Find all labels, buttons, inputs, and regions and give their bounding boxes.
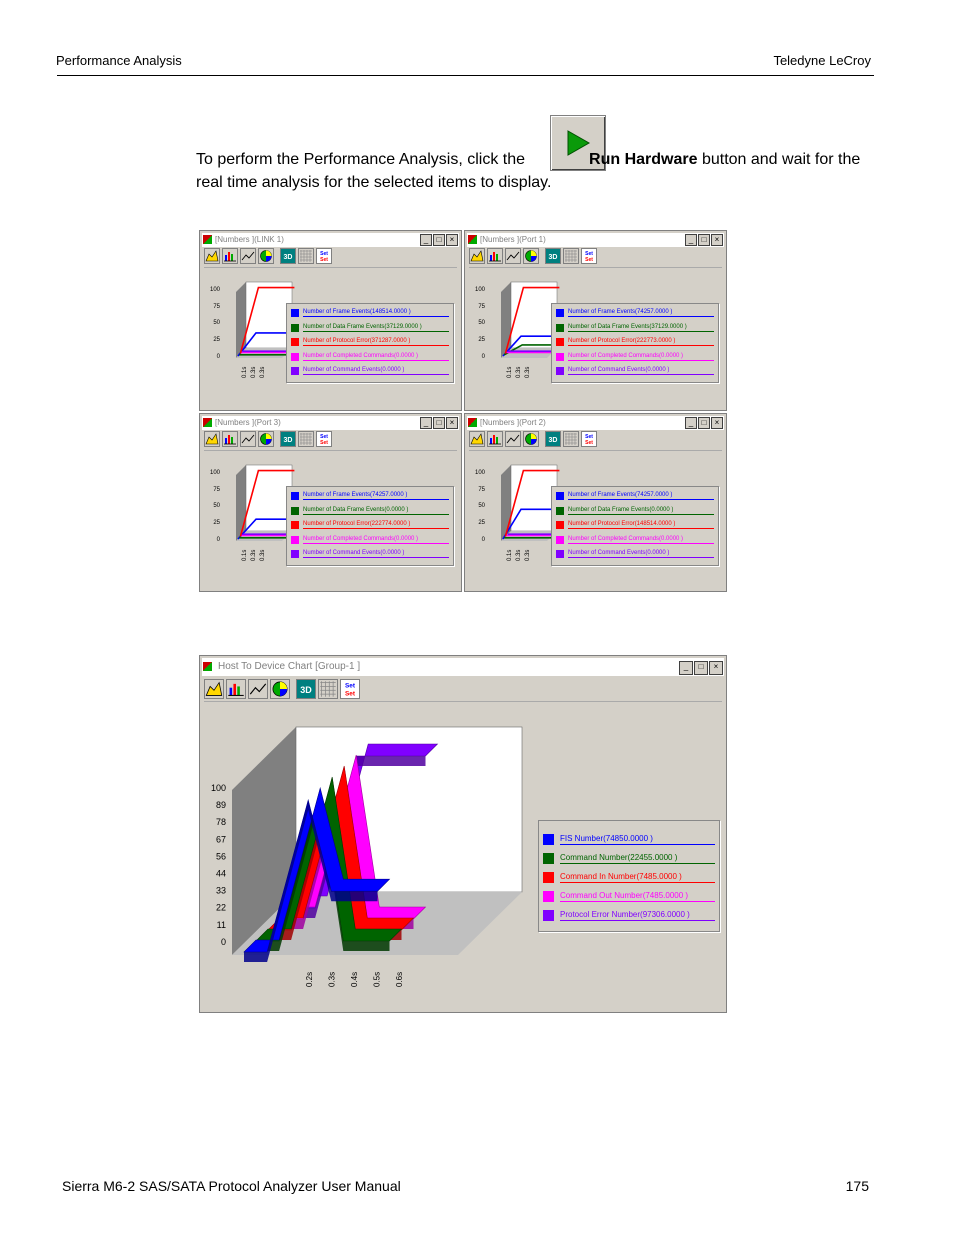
window-icon	[203, 418, 212, 427]
x-tick-label: 0.1s	[242, 549, 248, 561]
legend-label: Number of Data Frame Events(37129.0000 )	[568, 323, 714, 332]
svg-text:Set: Set	[320, 257, 328, 263]
legend-swatch	[543, 834, 554, 845]
minimize-button[interactable]: _	[420, 417, 432, 429]
legend-item	[543, 909, 715, 923]
grid-icon[interactable]	[563, 431, 579, 447]
x-tick-label: 0.2s	[305, 971, 314, 987]
pie-chart-icon[interactable]	[258, 248, 274, 264]
legend-label: Number of Frame Events(74257.0000 )	[568, 308, 714, 317]
x-tick-label: 0.3s	[525, 549, 531, 561]
legend-item	[291, 352, 449, 362]
legend-swatch	[543, 853, 554, 864]
numbers-window	[199, 413, 462, 592]
area-chart-icon[interactable]	[204, 679, 224, 699]
legend-swatch	[556, 324, 564, 332]
legend-swatch	[556, 353, 564, 361]
y-tick-label: 100	[210, 783, 226, 793]
y-tick-label: 100	[209, 287, 220, 293]
x-tick-label: 0.3s	[327, 971, 337, 987]
legend-item	[291, 491, 449, 501]
legend-label: Number of Completed Commands(0.0000 )	[568, 352, 714, 361]
legend-label: Command In Number(7485.0000 )	[560, 871, 715, 883]
y-tick-label: 0	[481, 536, 485, 543]
x-tick-label: 0.1s	[507, 366, 513, 378]
x-tick-label: 0.3s	[251, 366, 257, 378]
x-tick-label: 0.3s	[525, 366, 531, 378]
minimize-button[interactable]: _	[679, 661, 693, 675]
legend-item	[291, 535, 449, 545]
y-tick-label: 25	[478, 520, 485, 527]
numbers-window	[464, 413, 727, 592]
y-tick-label: 89	[215, 800, 226, 811]
legend-item	[556, 549, 714, 559]
maximize-button[interactable]: □	[433, 417, 445, 429]
window-title: [Numbers ](Port 1)	[480, 235, 546, 244]
x-tick-label: 0.3s	[251, 549, 257, 561]
y-tick-label: 25	[213, 337, 220, 344]
legend-item	[543, 833, 715, 847]
legend-item	[556, 506, 714, 516]
3d-toggle-icon[interactable]	[545, 248, 561, 264]
settings-icon[interactable]	[340, 679, 360, 699]
area-chart-icon[interactable]	[204, 431, 220, 447]
x-tick-label: 0.4s	[350, 971, 359, 987]
3d-toggle-icon[interactable]	[280, 248, 296, 264]
legend-swatch	[556, 367, 564, 375]
window-icon	[203, 662, 212, 671]
legend-item	[543, 852, 715, 866]
minimize-button[interactable]: _	[685, 417, 697, 429]
chart-legend	[286, 486, 454, 566]
pie-chart-icon[interactable]	[270, 679, 290, 699]
header-rule	[57, 75, 874, 76]
legend-swatch	[556, 521, 564, 529]
y-tick-label: 75	[213, 486, 220, 493]
numbers-window	[199, 230, 462, 411]
legend-swatch	[291, 367, 299, 375]
legend-label: Number of Frame Events(148514.0000 )	[303, 308, 449, 317]
legend-label: Number of Frame Events(74257.0000 )	[303, 491, 449, 500]
svg-text:Set: Set	[585, 440, 593, 446]
svg-text:3D: 3D	[283, 254, 293, 261]
numbers-window	[464, 230, 727, 411]
legend-label: Number of Protocol Error(222774.0000 )	[303, 520, 449, 529]
legend-item	[291, 323, 449, 333]
legend-item	[556, 535, 714, 545]
3d-toggle-icon[interactable]	[280, 431, 296, 447]
intro-bold: Run Hardware	[589, 151, 698, 168]
legend-item	[556, 337, 714, 347]
close-button[interactable]: ×	[711, 234, 723, 246]
page-header-right: Teledyne LeCroy	[773, 53, 871, 68]
legend-swatch	[291, 353, 299, 361]
bar-chart-icon[interactable]	[222, 248, 238, 264]
x-tick-label: 0.3s	[260, 549, 266, 561]
legend-label: Number of Completed Commands(0.0000 )	[568, 535, 714, 544]
legend-item	[291, 308, 449, 318]
y-tick-label: 100	[209, 470, 220, 476]
grid-icon[interactable]	[298, 431, 314, 447]
legend-item	[556, 491, 714, 501]
legend-item	[291, 549, 449, 559]
settings-icon[interactable]	[316, 431, 332, 447]
y-tick-label: 67	[215, 834, 226, 845]
window-title: [Numbers ](LINK 1)	[215, 235, 284, 244]
y-tick-label: 0	[216, 536, 220, 543]
legend-label: Number of Protocol Error(148514.0000 )	[568, 520, 714, 529]
svg-text:Set: Set	[320, 251, 328, 257]
y-tick-label: 0	[481, 353, 485, 360]
line-chart-icon[interactable]	[505, 431, 521, 447]
legend-swatch	[556, 550, 564, 558]
y-tick-label: 33	[215, 885, 226, 896]
svg-text:3D: 3D	[300, 684, 312, 695]
intro-text-1: To perform the Performance Analysis, click the	[196, 151, 526, 168]
legend-swatch	[556, 492, 564, 500]
svg-text:Set: Set	[345, 690, 355, 698]
legend-item	[291, 506, 449, 516]
y-tick-label: 11	[216, 919, 226, 930]
y-tick-label: 100	[474, 470, 485, 476]
close-button[interactable]: ×	[446, 417, 458, 429]
maximize-button[interactable]: □	[698, 417, 710, 429]
legend-item	[543, 890, 715, 904]
x-tick-label: 0.3s	[516, 366, 522, 378]
y-tick-label: 50	[478, 503, 485, 510]
x-tick-label: 0.6s	[395, 971, 404, 987]
legend-item	[556, 352, 714, 362]
legend-item	[556, 520, 714, 530]
legend-swatch	[556, 338, 564, 346]
legend-swatch	[291, 550, 299, 558]
pie-chart-icon[interactable]	[523, 248, 539, 264]
legend-swatch	[556, 536, 564, 544]
legend-label: Number of Command Events(0.0000 )	[303, 366, 449, 375]
legend-label: Number of Data Frame Events(0.0000 )	[303, 506, 449, 515]
svg-text:3D: 3D	[548, 254, 558, 261]
y-tick-label: 0	[220, 936, 226, 947]
legend-label: Protocol Error Number(97306.0000 )	[560, 909, 715, 921]
legend-swatch	[556, 309, 564, 317]
legend-label: Number of Completed Commands(0.0000 )	[303, 352, 449, 361]
legend-item	[291, 337, 449, 347]
maximize-button[interactable]: □	[698, 234, 710, 246]
legend-swatch	[291, 492, 299, 500]
legend-swatch	[291, 309, 299, 317]
bar-chart-icon[interactable]	[222, 431, 238, 447]
area-chart-icon[interactable]	[204, 248, 220, 264]
line-chart-icon[interactable]	[240, 431, 256, 447]
bar-chart-icon[interactable]	[487, 248, 503, 264]
legend-label: Number of Protocol Error(222773.0000 )	[568, 337, 714, 346]
window-title: [Numbers ](Port 3)	[215, 418, 281, 427]
window-icon	[468, 235, 477, 244]
legend-label: Number of Data Frame Events(37129.0000 )	[303, 323, 449, 332]
pie-chart-icon[interactable]	[258, 431, 274, 447]
minimize-button[interactable]: _	[420, 234, 432, 246]
window-title: Host To Device Chart [Group-1 ]	[218, 661, 361, 672]
bar-chart-icon[interactable]	[226, 679, 246, 699]
3d-toggle-icon[interactable]	[545, 431, 561, 447]
x-tick-label: 0.5s	[372, 971, 382, 987]
legend-item	[291, 520, 449, 530]
svg-text:3D: 3D	[283, 437, 293, 444]
legend-label: Number of Command Events(0.0000 )	[303, 549, 449, 558]
window-icon	[468, 418, 477, 427]
svg-text:Set: Set	[585, 434, 593, 440]
legend-label: Command Out Number(7485.0000 )	[560, 890, 715, 902]
svg-text:Set: Set	[585, 251, 593, 257]
legend-item	[556, 323, 714, 333]
y-tick-label: 100	[474, 287, 485, 293]
intro-paragraph	[196, 148, 886, 194]
pie-chart-icon[interactable]	[523, 431, 539, 447]
y-tick-label: 25	[478, 337, 485, 344]
chart-legend	[286, 303, 454, 383]
y-tick-label: 22	[215, 902, 226, 913]
close-button[interactable]: ×	[446, 234, 458, 246]
legend-item	[556, 366, 714, 376]
x-tick-label: 0.3s	[516, 549, 522, 561]
x-tick-label: 0.1s	[242, 366, 248, 378]
intro-text-2: button and wait for the real time analysis for the selected items to display.	[196, 151, 861, 191]
y-tick-label: 75	[213, 303, 220, 310]
x-tick-label: 0.1s	[507, 549, 513, 561]
host-to-device-window	[199, 655, 727, 1013]
y-tick-label: 56	[215, 851, 226, 862]
y-tick-label: 50	[213, 503, 220, 510]
y-tick-label: 75	[478, 486, 485, 493]
window-title: [Numbers ](Port 2)	[480, 418, 546, 427]
close-button[interactable]: ×	[709, 661, 723, 675]
y-tick-label: 25	[213, 520, 220, 527]
line-chart-icon[interactable]	[248, 679, 268, 699]
chart-legend	[551, 303, 719, 383]
area-chart-icon[interactable]	[469, 248, 485, 264]
legend-swatch	[291, 324, 299, 332]
svg-text:Set: Set	[345, 682, 355, 690]
settings-icon[interactable]	[581, 248, 597, 264]
legend-item	[556, 308, 714, 318]
y-tick-label: 50	[213, 320, 220, 327]
page-header-left: Performance Analysis	[56, 53, 182, 68]
y-tick-label: 50	[478, 320, 485, 327]
legend-item	[291, 366, 449, 376]
legend-label: Command Number(22455.0000 )	[560, 852, 715, 864]
line-chart-icon[interactable]	[505, 248, 521, 264]
svg-text:3D: 3D	[548, 437, 558, 444]
chart-legend	[538, 820, 720, 932]
line-chart-icon[interactable]	[240, 248, 256, 264]
legend-label: Number of Command Events(0.0000 )	[568, 366, 714, 375]
close-button[interactable]: ×	[711, 417, 723, 429]
legend-swatch	[556, 507, 564, 515]
legend-label: Number of Protocol Error(371287.0000 )	[303, 337, 449, 346]
legend-label: Number of Completed Commands(0.0000 )	[303, 535, 449, 544]
3d-toggle-icon[interactable]	[296, 679, 316, 699]
legend-label: Number of Data Frame Events(0.0000 )	[568, 506, 714, 515]
svg-text:Set: Set	[320, 440, 328, 446]
maximize-button[interactable]: □	[694, 661, 708, 675]
minimize-button[interactable]: _	[685, 234, 697, 246]
y-tick-label: 78	[215, 817, 226, 828]
legend-swatch	[291, 536, 299, 544]
footer-page-number: 175	[845, 1178, 869, 1194]
svg-text:Set: Set	[320, 434, 328, 440]
legend-swatch	[543, 891, 554, 902]
legend-swatch	[543, 910, 554, 921]
svg-text:Set: Set	[585, 257, 593, 263]
window-icon	[203, 235, 212, 244]
legend-label: Number of Frame Events(74257.0000 )	[568, 491, 714, 500]
y-tick-label: 75	[478, 303, 485, 310]
legend-label: FIS Number(74850.0000 )	[560, 833, 715, 845]
settings-icon[interactable]	[316, 248, 332, 264]
y-tick-label: 44	[215, 868, 226, 879]
grid-icon[interactable]	[318, 679, 338, 699]
maximize-button[interactable]: □	[433, 234, 445, 246]
legend-label: Number of Command Events(0.0000 )	[568, 549, 714, 558]
legend-swatch	[543, 872, 554, 883]
legend-item	[543, 871, 715, 885]
footer-manual-title: Sierra M6-2 SAS/SATA Protocol Analyzer User Manual	[62, 1178, 401, 1194]
chart-legend	[551, 486, 719, 566]
grid-icon[interactable]	[298, 248, 314, 264]
area-chart-icon[interactable]	[469, 431, 485, 447]
grid-icon[interactable]	[563, 248, 579, 264]
bar-chart-icon[interactable]	[487, 431, 503, 447]
legend-swatch	[291, 521, 299, 529]
x-tick-label: 0.3s	[260, 366, 266, 378]
legend-swatch	[291, 507, 299, 515]
settings-icon[interactable]	[581, 431, 597, 447]
legend-swatch	[291, 338, 299, 346]
y-tick-label: 0	[216, 353, 220, 360]
